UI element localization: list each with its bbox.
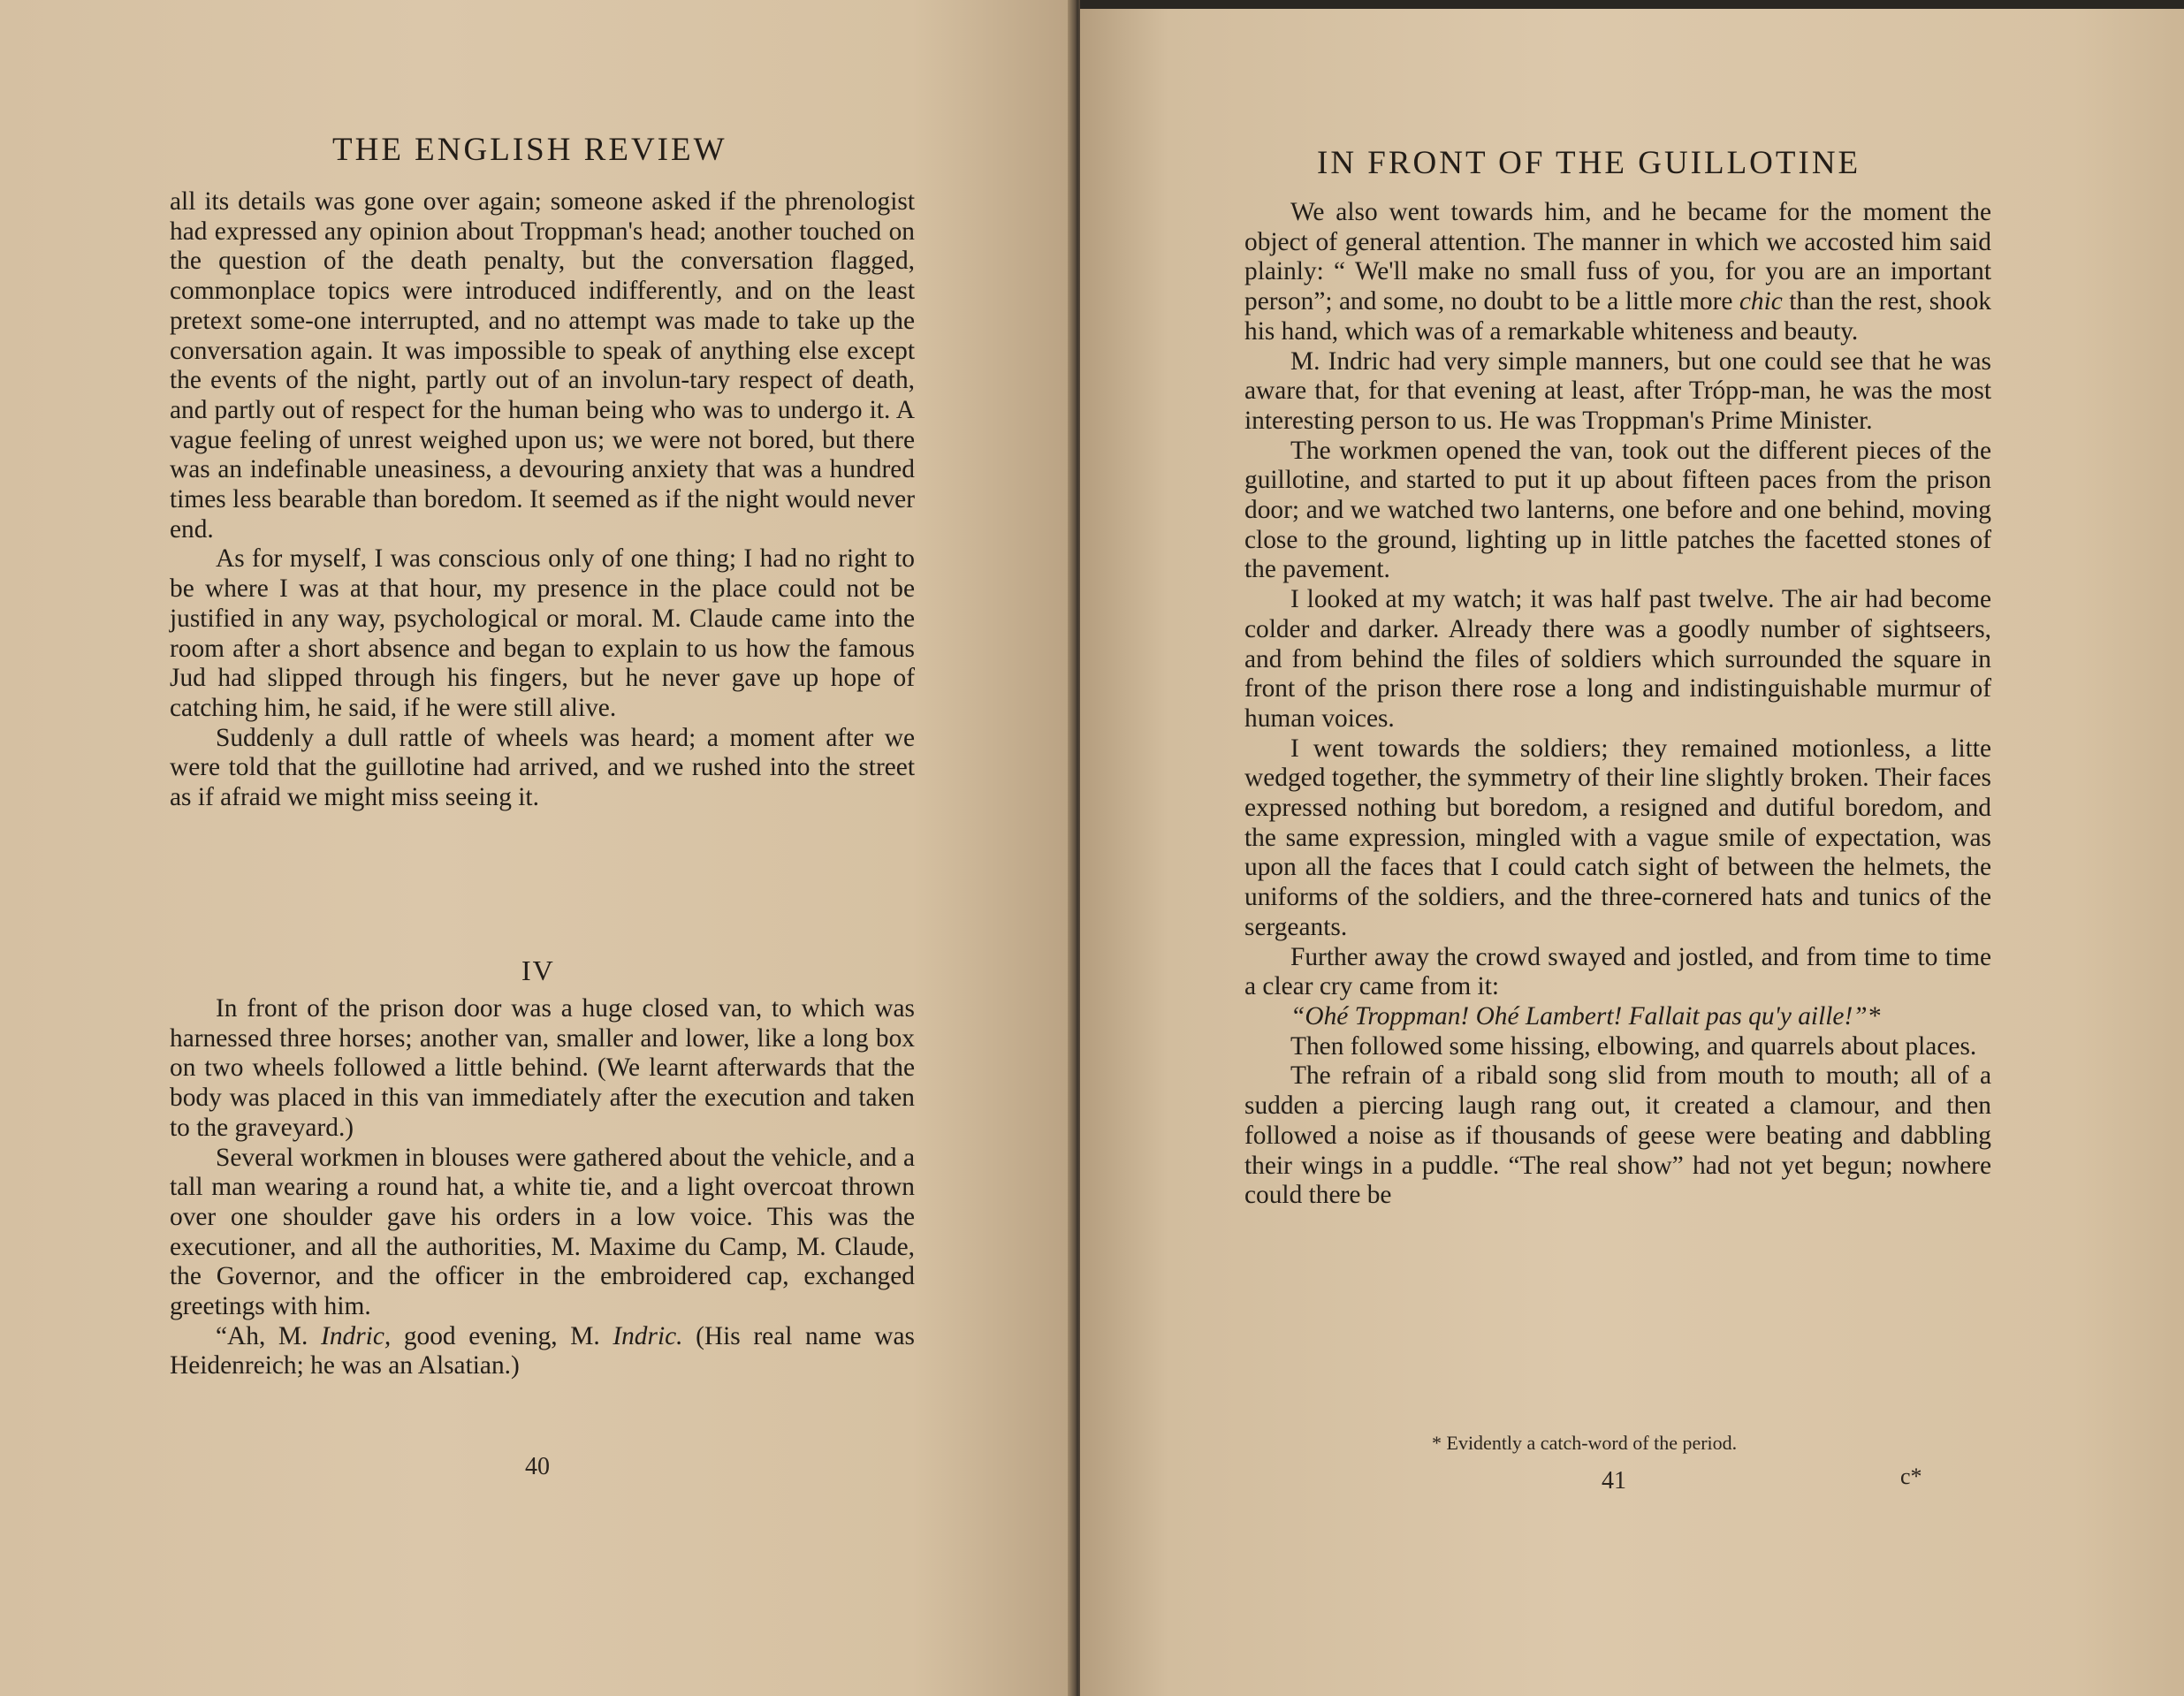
- paragraph: M. Indric had very simple manners, but one could see that he was aware that, for that evening at least, after Trópp-man, he was the most interesting person to us. He was Troppman's Prime Minister.: [1244, 346, 1991, 435]
- paragraph: I looked at my watch; it was half past twelve. The air had become colder and darker. Already there was a goodly number of sightseers, and from behind the files of soldiers which surrounded the square in front of the prison there rose a long and indistinguishable murmur of human voices.: [1244, 585, 1991, 733]
- paragraph: Then followed some hissing, elbowing, and quarrels about places.: [1290, 1031, 1977, 1061]
- top-edge-shadow: [1080, 0, 2184, 9]
- paragraph: The workmen opened the van, took out the different pieces of the guillotine, and started to put it up about fifteen paces from the prison door; and we watched two lanterns, one before and one behind, moving close to the ground, lighting up in little patches the facetted stones of the pavement.: [1244, 436, 1991, 584]
- left-body-text: [170, 187, 915, 813]
- page-number-right: 41: [1602, 1467, 1626, 1494]
- running-head-right: IN FRONT OF THE GUILLOTINE: [1317, 145, 1861, 181]
- right-page: [1080, 0, 2184, 1696]
- paragraph: Suddenly a dull rattle of wheels was heard; a moment after we were told that the guillotine had arrived, and we rushed into the street as if afraid we might miss seeing it.: [170, 723, 915, 812]
- left-section-text: [170, 994, 915, 1381]
- left-page: [0, 0, 1073, 1696]
- paragraph: We also went towards him, and he became for the moment the object of general attention. The manner in which we accosted him said plainly: “ We'll make no small fuss of you, for you are an important person”; and some, no doubt to be a little more chic than the rest, shook his hand, which was of a remarkable whiteness and beauty.: [1244, 198, 1991, 346]
- running-head-left: THE ENGLISH REVIEW: [332, 132, 727, 168]
- paragraph: As for myself, I was conscious only of one thing; I had no right to be where I was at that hour, my presence in the place could not be justified in any way, psychological or moral. M. Claude came into the room after a short absence and began to explain to us how the famous Jud had slipped through his fingers, but he never gave up hope of catching him, he said, if he were still alive.: [170, 544, 915, 722]
- signature-mark: c*: [1900, 1464, 1922, 1489]
- paragraph: “Ah, M. Indric, good evening, M. Indric. (His real name was Heidenreich; he was an Alsatian.): [170, 1321, 915, 1380]
- section-number: IV: [521, 954, 555, 986]
- right-body-text: [1244, 198, 1991, 1211]
- paragraph: Further away the crowd swayed and jostled, and from time to time a clear cry came from it:: [1244, 942, 1991, 1001]
- page-number-left: 40: [525, 1453, 550, 1480]
- paragraph: Several workmen in blouses were gathered about the vehicle, and a tall man wearing a round hat, a white tie, and a light overcoat thrown over one shoulder gave his orders in a low voice. This was the executioner, and all the authorities, M. Maxime du Camp, M. Claude, the Governor, and the officer in the embroidered cap, exchanged greetings with him.: [170, 1143, 915, 1321]
- footnote: * Evidently a catch-word of the period.: [1432, 1432, 1738, 1454]
- paragraph: The refrain of a ribald song slid from mouth to mouth; all of a sudden a piercing laugh rang out, it created a clamour, and then followed a noise as if thousands of geese were beating and dabbling their wings in a puddle. “The real show” had not yet begun; nowhere could there be: [1244, 1061, 1991, 1210]
- quote: “Ohé Troppman! Ohé Lambert! Fallait pas qu'y aille!”*: [1290, 1001, 1881, 1031]
- paragraph: I went towards the soldiers; they remained motionless, a litte wedged together, the symmetry of their line slightly broken. Their faces expressed nothing but boredom, a resigned and dutiful boredom, and the same expression, mingled with a vague smile of expectation, was upon all the faces that I could catch sight of between the helmets, the uniforms of the soldiers, and the three-cornered hats and tunics of the sergeants.: [1244, 734, 1991, 941]
- paragraph: all its details was gone over again; someone asked if the phrenologist had expressed any opinion about Troppman's head; another touched on the question of the death penalty, but the conversation flagged, commonplace topics were introduced indifferently, and on the least pretext some-one interrupted, and no attempt was made to take up the conversation again. It was impossible to speak of anything else except the events of the night, partly out of an involun-tary respect of death, and partly out of respect for the human being who was to undergo it. A vague feeling of unrest weighed upon us; we were not bored, but there was an indefinable uneasiness, a devouring anxiety that was a hundred times less bearable than boredom. It seemed as if the night would never end.: [170, 187, 915, 544]
- paragraph: In front of the prison door was a huge closed van, to which was harnessed three horses; another van, smaller and lower, like a long box on two wheels followed a little behind. (We learnt afterwards that the body was placed in this van immediately after the execution and taken to the graveyard.): [170, 994, 915, 1142]
